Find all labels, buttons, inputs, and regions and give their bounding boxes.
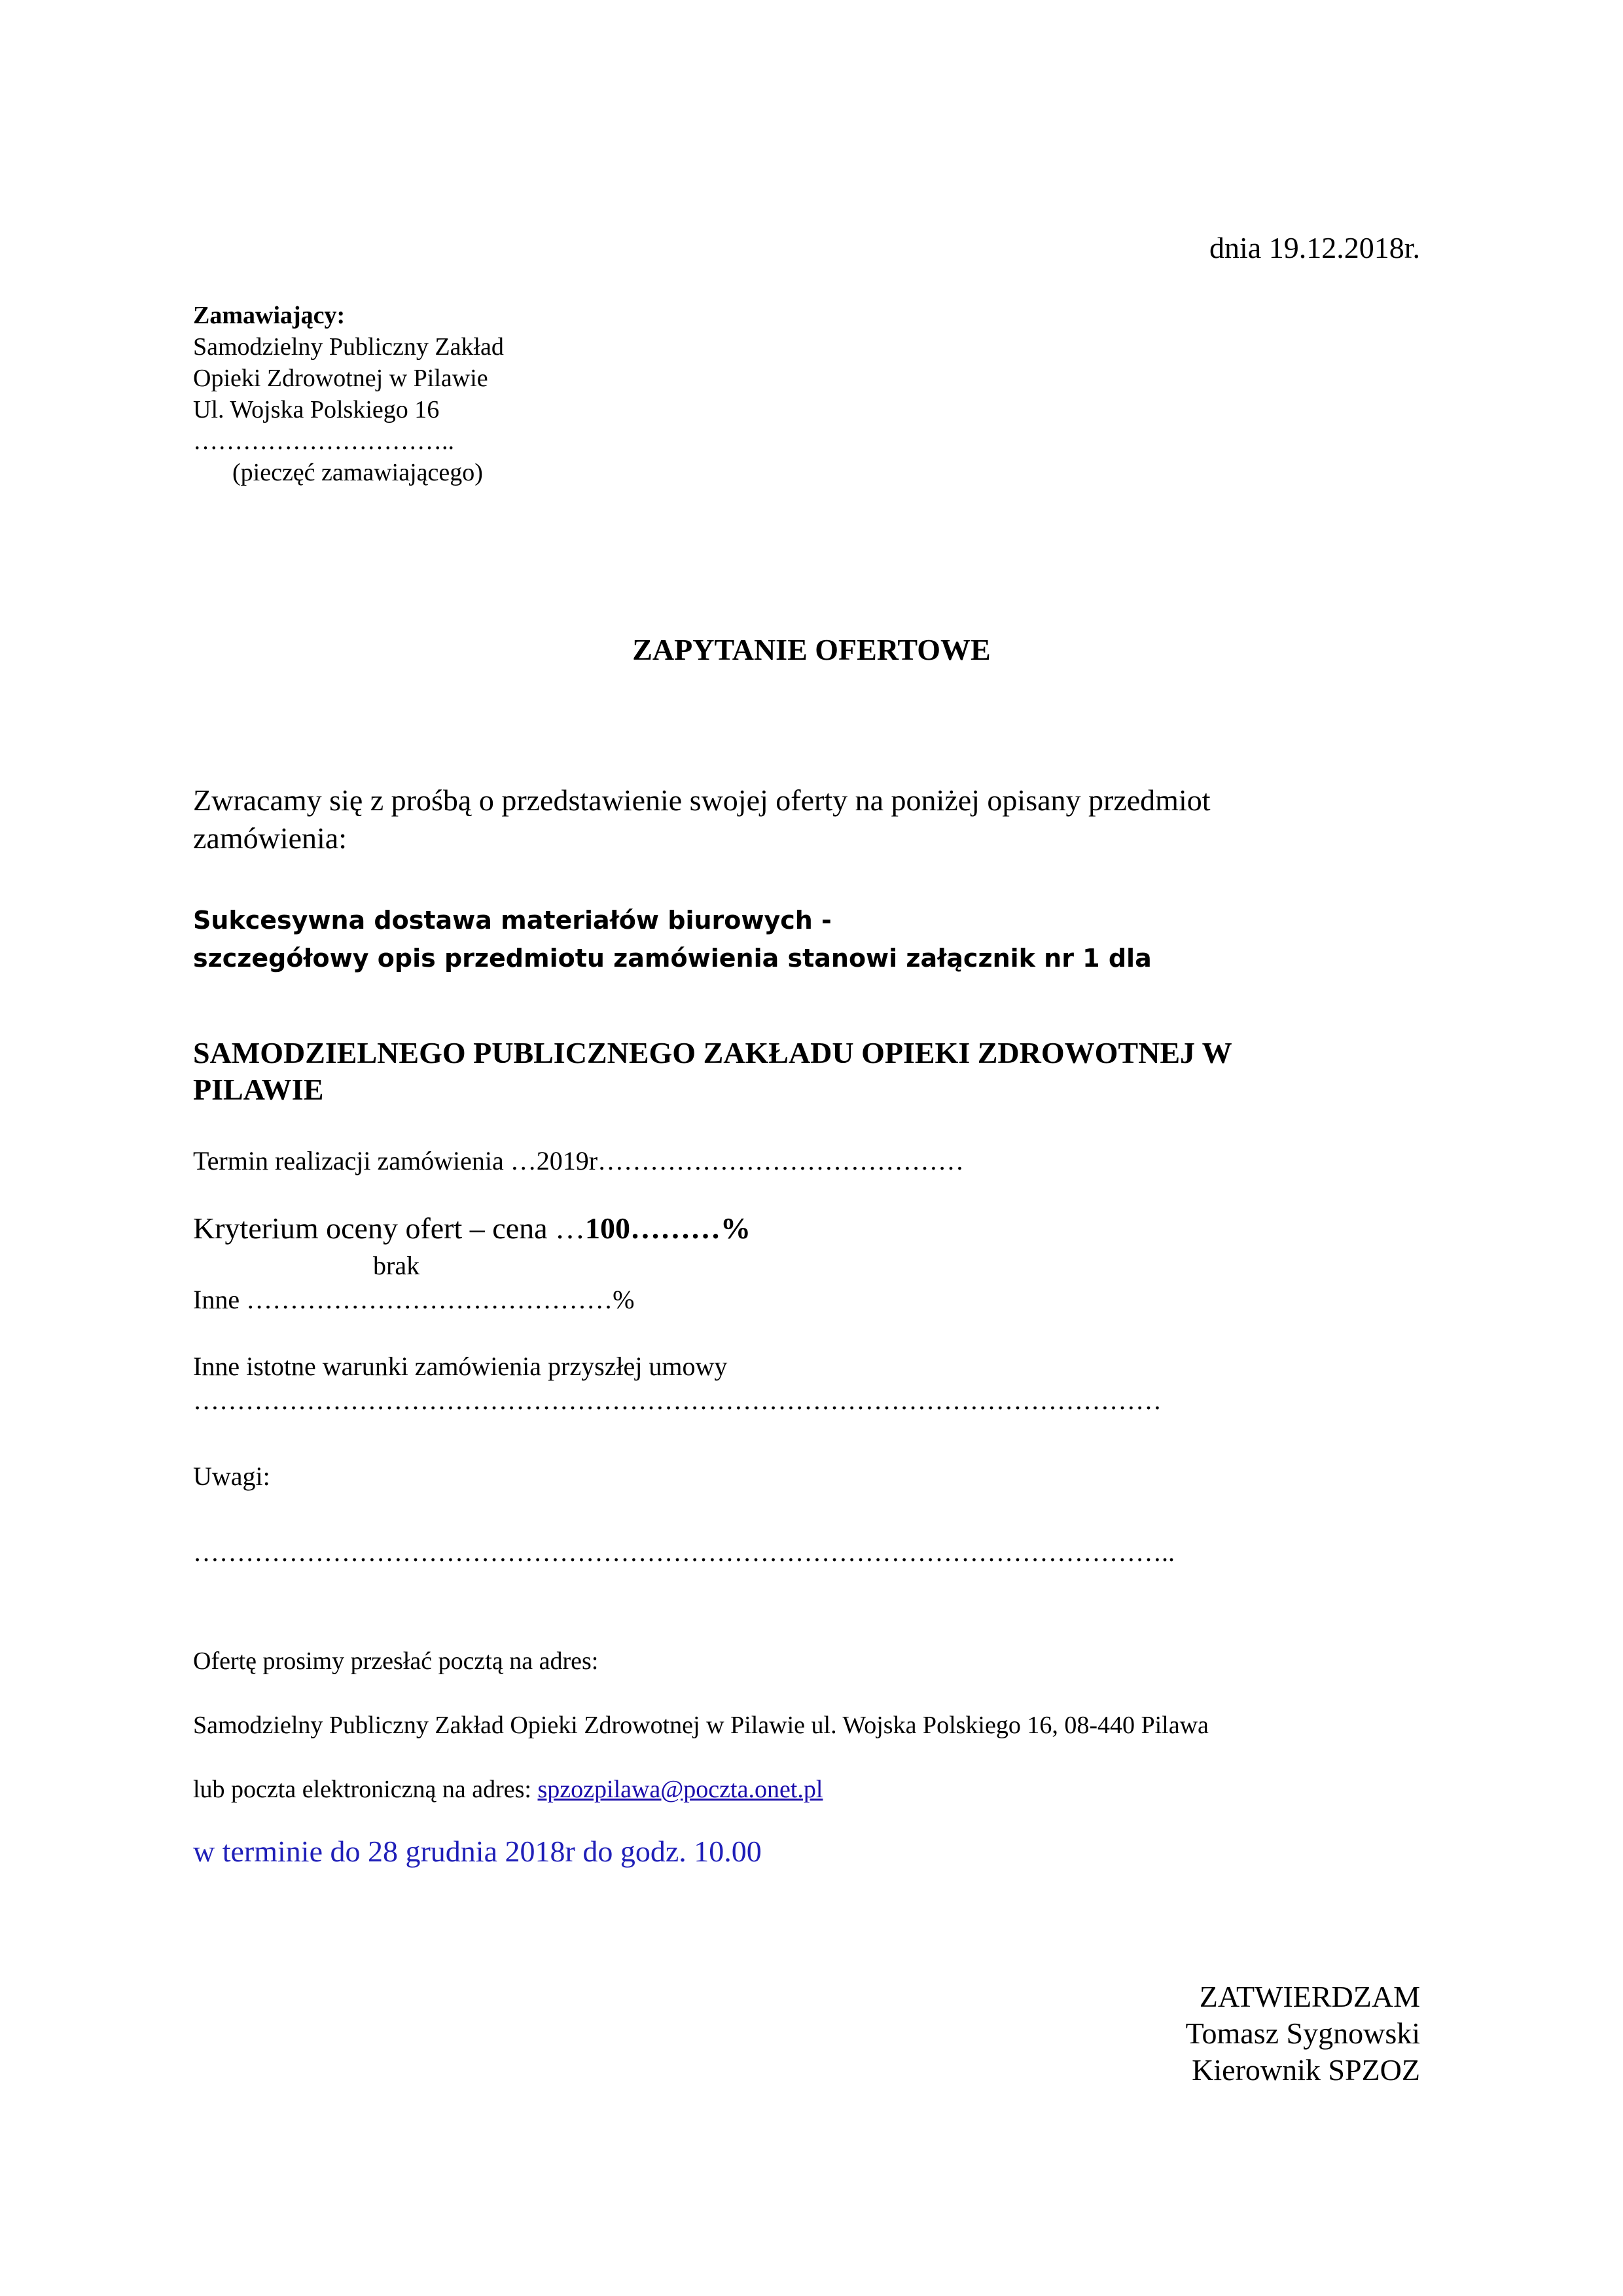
approver-title: Kierownik SPZOZ xyxy=(1192,2053,1420,2087)
criterion-value: 100………% xyxy=(585,1211,751,1245)
date-line: dnia 19.12.2018r. xyxy=(1209,231,1420,264)
ordering-party-line: Ul. Wojska Polskiego 16 xyxy=(193,396,440,423)
criterion-line xyxy=(193,1211,751,1246)
ordering-party-line: Samodzielny Publiczny Zakład xyxy=(193,333,504,361)
ordering-party-line: Opieki Zdrowotnej w Pilawie xyxy=(193,365,488,392)
approval-heading: ZATWIERDZAM xyxy=(1199,1980,1420,2013)
email-prefix: lub poczta elektroniczną na adres: xyxy=(193,1776,538,1803)
page-title: ZAPYTANIE OFERTOWE xyxy=(632,633,991,666)
intro-text: zamówienia: xyxy=(193,821,348,855)
institution-name: PILAWIE xyxy=(193,1073,324,1106)
term-line: Termin realizacji zamówienia …2019r…………………………………… xyxy=(193,1146,965,1175)
send-address: Samodzielny Publiczny Zakład Opieki Zdrowotnej w Pilawie ul. Wojska Polskiego 16, 08-440 Pilawa xyxy=(193,1712,1209,1739)
stamp-dotted-line: ………………………….. xyxy=(193,427,454,455)
subject-text: szczegółowy opis przedmiotu zamówienia stanowi załącznik nr 1 dla xyxy=(193,944,1152,973)
criterion-prefix: Kryterium oceny ofert – cena … xyxy=(193,1211,586,1245)
conditions-label: Inne istotne warunki zamówienia przyszłej umowy xyxy=(193,1352,728,1381)
intro-text: Zwracamy się z prośbą o przedstawienie swojej oferty na poniżej opisany przedmiot xyxy=(193,783,1211,817)
deadline-text: w terminie do 28 grudnia 2018r do godz. 10.00 xyxy=(193,1835,762,1868)
conditions-dotted-line: ………………………………………………………………………………………………… xyxy=(193,1386,1162,1415)
subject-text: Sukcesywna dostawa materiałów biurowych - xyxy=(193,906,832,935)
stamp-caption: (pieczęć zamawiającego) xyxy=(232,459,483,486)
send-email-line xyxy=(193,1775,823,1804)
criterion-other: Inne ……………………………………% xyxy=(193,1285,635,1314)
email-link[interactable]: spzozpilawa@poczta.onet.pl xyxy=(537,1776,823,1803)
approver-name: Tomasz Sygnowski xyxy=(1185,2017,1420,2050)
remarks-label: Uwagi: xyxy=(193,1462,270,1491)
remarks-dotted-line: ………………………………………………………………………………………………….. xyxy=(193,1537,1175,1567)
institution-name: SAMODZIELNEGO PUBLICZNEGO ZAKŁADU OPIEKI ZDROWOTNEJ W xyxy=(193,1036,1232,1069)
send-instructions: Ofertę prosimy przesłać pocztą na adres: xyxy=(193,1647,599,1675)
criterion-brak: brak xyxy=(373,1251,420,1280)
ordering-party-label: Zamawiający: xyxy=(193,302,346,329)
